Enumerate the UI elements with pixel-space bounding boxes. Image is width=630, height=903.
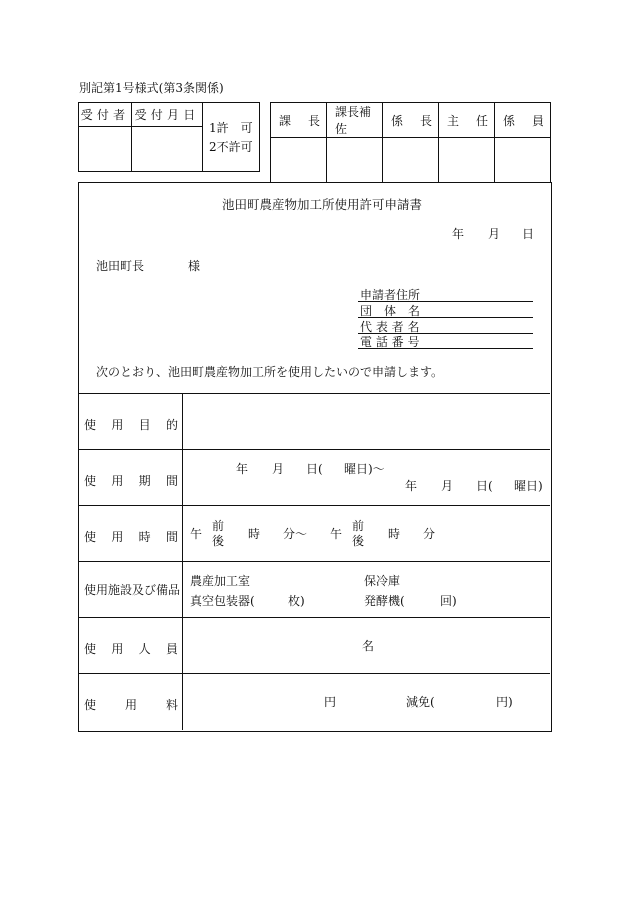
receiver-stamp[interactable] bbox=[79, 127, 132, 172]
period-end-day: 日( bbox=[476, 479, 493, 493]
approval-stamp[interactable] bbox=[439, 138, 495, 183]
approval-stamp[interactable] bbox=[495, 138, 551, 183]
people-label bbox=[84, 640, 178, 657]
row-label-char: 用 bbox=[111, 530, 124, 544]
fee-exemption-yen: 円) bbox=[496, 695, 513, 709]
time-start-am: 前 bbox=[212, 519, 225, 533]
row-label-char: 使 bbox=[84, 418, 97, 432]
period-start-weekday: 曜日)〜 bbox=[344, 462, 385, 476]
date-day: 日 bbox=[522, 227, 535, 241]
row-label-char: 期 bbox=[138, 474, 151, 488]
reception-date-header: 受付月日 bbox=[132, 103, 203, 127]
row-label-char: 用 bbox=[111, 642, 124, 656]
purpose-field[interactable] bbox=[184, 395, 548, 447]
fee-yen: 円 bbox=[324, 695, 337, 709]
approval-table bbox=[270, 102, 551, 183]
period-start-year: 年 bbox=[236, 462, 249, 476]
approval-header bbox=[271, 103, 327, 138]
time-label bbox=[84, 528, 178, 545]
addressee-name: 池田町長 bbox=[96, 259, 145, 273]
row-label-char: 的 bbox=[165, 418, 178, 432]
column-divider bbox=[182, 393, 183, 730]
intro-text: 次のとおり、池田町農産物加工所を使用したいので申請します。 bbox=[96, 365, 444, 379]
approval-header-label: 係 長 bbox=[391, 113, 432, 128]
row-divider bbox=[78, 617, 550, 618]
applicant-address-field[interactable] bbox=[358, 301, 533, 302]
representative-field[interactable] bbox=[358, 333, 533, 334]
row-label-char: 使 bbox=[84, 698, 97, 712]
period-start-day: 日( bbox=[306, 462, 323, 476]
reception-date-stamp[interactable] bbox=[132, 127, 203, 172]
time-start-prefix: 午 bbox=[190, 527, 203, 541]
receiver-header: 受付者 bbox=[79, 103, 132, 127]
period-end-weekday: 曜日) bbox=[514, 479, 543, 493]
period-end-year: 年 bbox=[405, 479, 418, 493]
time-end-hour: 時 bbox=[388, 527, 401, 541]
date-year: 年 bbox=[452, 227, 465, 241]
phone-label: 電 話 番 号 bbox=[360, 335, 420, 349]
row-label-char: 員 bbox=[165, 642, 178, 656]
row-label-char: 用 bbox=[111, 474, 124, 488]
row-label-char: 使 bbox=[84, 642, 97, 656]
row-label-char: 料 bbox=[165, 698, 178, 712]
phone-field[interactable] bbox=[358, 348, 533, 349]
row-label-char: 目 bbox=[138, 418, 151, 432]
row-label-char: 間 bbox=[165, 530, 178, 544]
approval-header-label: 主 任 bbox=[447, 113, 488, 128]
facility-vacuum-packer-unit: 枚) bbox=[288, 594, 305, 608]
time-end-prefix: 午 bbox=[330, 527, 343, 541]
row-label-char: 使 bbox=[84, 474, 97, 488]
fee-exemption: 減免( bbox=[406, 695, 435, 709]
facility-processing-room: 農産加工室 bbox=[190, 574, 251, 588]
approval-header bbox=[439, 103, 495, 138]
deny-option: 2不許可 bbox=[209, 140, 253, 154]
form-title: 池田町農産物加工所使用許可申請書 bbox=[222, 197, 423, 212]
row-label-char: 用 bbox=[124, 698, 137, 712]
row-divider bbox=[78, 393, 550, 394]
time-end-minute: 分 bbox=[423, 527, 436, 541]
reception-table bbox=[78, 102, 260, 172]
permit-option: 1許 可 bbox=[209, 121, 253, 135]
time-end-am: 前 bbox=[352, 519, 365, 533]
period-start-month: 月 bbox=[272, 462, 285, 476]
facility-label: 使用施設及び備品 bbox=[84, 583, 181, 597]
time-start-hour: 時 bbox=[248, 527, 261, 541]
row-divider bbox=[78, 449, 550, 450]
row-divider bbox=[78, 561, 550, 562]
row-label-char: 間 bbox=[165, 474, 178, 488]
approval-stamp[interactable] bbox=[271, 138, 327, 183]
approval-stamp[interactable] bbox=[327, 138, 383, 183]
approval-header bbox=[327, 103, 383, 138]
row-label-char: 人 bbox=[138, 642, 151, 656]
approval-stamp[interactable] bbox=[383, 138, 439, 183]
row-label-char: 用 bbox=[111, 418, 124, 432]
form-reference: 別記第1号様式(第3条関係) bbox=[79, 81, 224, 95]
row-divider bbox=[78, 505, 550, 506]
period-end-month: 月 bbox=[441, 479, 454, 493]
addressee-honorific: 様 bbox=[188, 259, 201, 273]
approval-header-label: 係 員 bbox=[503, 113, 544, 128]
approval-header-label: 課 長 bbox=[279, 113, 320, 128]
row-divider bbox=[78, 673, 550, 674]
facility-cold-storage: 保冷庫 bbox=[364, 574, 401, 588]
group-name-label: 団 体 名 bbox=[360, 304, 421, 318]
row-label-char: 使 bbox=[84, 530, 97, 544]
facility-vacuum-packer: 真空包装器( bbox=[190, 594, 255, 608]
approval-header-label: 課長補佐 bbox=[335, 105, 372, 136]
facility-fermenter: 発酵機( bbox=[364, 594, 405, 608]
approval-header bbox=[383, 103, 439, 138]
approval-header bbox=[495, 103, 551, 138]
facility-fermenter-unit: 回) bbox=[440, 594, 457, 608]
permit-status-cell bbox=[203, 103, 260, 172]
time-start-pm: 後 bbox=[212, 534, 225, 548]
time-end-pm: 後 bbox=[352, 534, 365, 548]
time-start-minute: 分〜 bbox=[283, 527, 308, 541]
applicant-address-label: 申請者住所 bbox=[360, 288, 421, 302]
date-month: 月 bbox=[488, 227, 501, 241]
group-name-field[interactable] bbox=[358, 317, 533, 318]
representative-label: 代 表 者 名 bbox=[360, 320, 420, 334]
people-unit: 名 bbox=[362, 639, 375, 653]
fee-label bbox=[84, 696, 178, 713]
row-label-char: 時 bbox=[138, 530, 151, 544]
period-label bbox=[84, 472, 178, 489]
purpose-label bbox=[84, 416, 178, 433]
